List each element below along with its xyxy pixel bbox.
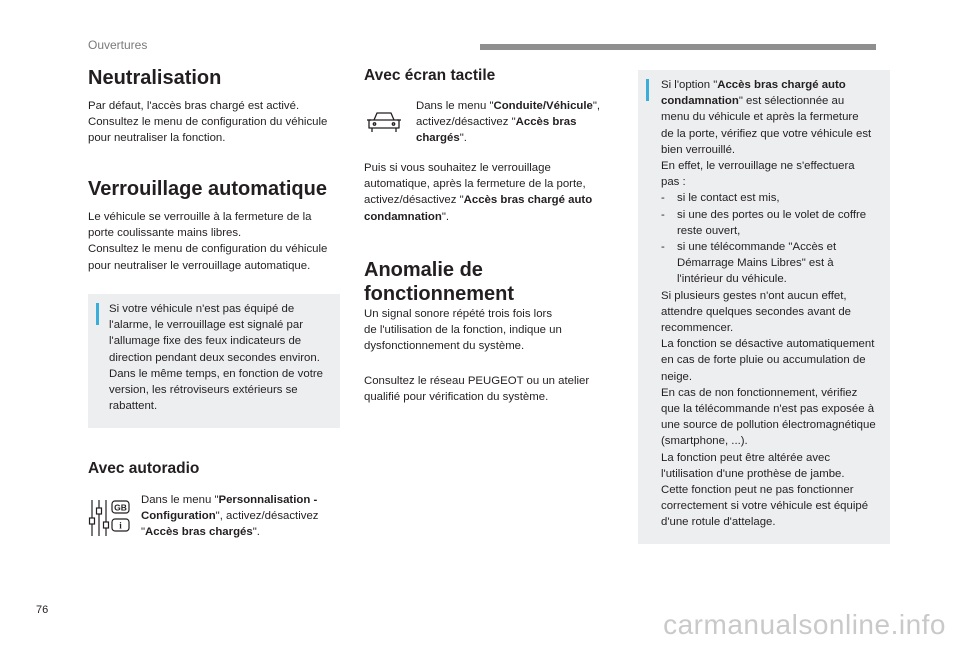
note-text xyxy=(109,301,339,414)
menu-separator: / xyxy=(542,100,547,112)
text-run: Si l'option " xyxy=(661,79,718,91)
icon-label-info: i xyxy=(119,520,122,531)
text-line: Le véhicule se verrouille à la fermeture de la xyxy=(88,211,312,223)
text-run: activez/désactivez " xyxy=(416,116,516,129)
list-item xyxy=(661,190,889,206)
text-line: dysfonctionnement du système. xyxy=(364,340,525,353)
title-autoradio: Avec autoradio xyxy=(88,460,200,477)
text-line: d'une rotule d'attelage. xyxy=(661,516,776,529)
text-line: neige. xyxy=(661,370,693,383)
text-line: Consultez le réseau PEUGEOT ou un atelier xyxy=(364,375,590,387)
text-line: Consultez le menu de configuration du véhicule xyxy=(88,116,328,129)
list-text: si une des portes ou le volet de coffre xyxy=(677,208,867,221)
text-run: Dans le menu " xyxy=(141,494,219,506)
list-text: reste ouvert, xyxy=(677,224,741,237)
text-line: une source de pollution électromagnétique xyxy=(661,419,876,432)
header-bar xyxy=(480,44,876,50)
autoradio-instructions xyxy=(141,492,351,541)
text-run: activez/désactivez " xyxy=(364,194,464,207)
text-line: version, les rétroviseurs extérieurs se xyxy=(109,384,298,397)
section-label: Ouvertures xyxy=(88,38,148,52)
text-line: pour neutraliser le verrouillage automatique. xyxy=(88,259,311,272)
verrouillage-body xyxy=(88,209,350,274)
list-item xyxy=(661,239,889,288)
text-line: Dans le même temps, en fonction de votre xyxy=(109,367,323,380)
option-name: Accès bras chargés xyxy=(145,526,253,539)
page-number: 76 xyxy=(36,604,49,616)
icon-label-gb: GB xyxy=(114,502,127,513)
anomalie-paragraph-1 xyxy=(364,306,624,355)
list-dash: - xyxy=(661,241,665,254)
text-run: ". xyxy=(459,132,467,145)
list-dash: - xyxy=(661,192,665,205)
text-run: Dans le menu " xyxy=(416,100,494,112)
list-text: Démarrage Mains Libres" est à xyxy=(677,257,834,270)
info-bar-icon xyxy=(646,79,649,101)
text-line: en cas de forte pluie ou accumulation de xyxy=(661,354,866,367)
car-menu-icon xyxy=(366,110,402,134)
title-anomalie xyxy=(364,258,514,306)
text-run: ", xyxy=(592,100,601,112)
text-run: " est sélectionnée au xyxy=(738,95,845,108)
text-line: pour neutraliser la fonction. xyxy=(88,132,226,145)
text-line: La fonction se désactive automatiquement xyxy=(661,338,875,351)
info-note-alarm xyxy=(88,294,340,428)
neutralisation-body xyxy=(88,98,348,147)
list-text: l'intérieur du véhicule. xyxy=(677,273,787,286)
text-line: bien verrouillé. xyxy=(661,143,736,156)
text-line: Un signal sonore répété trois fois lors xyxy=(364,308,553,320)
text-line: l'alarme, le verrouillage est signalé par xyxy=(109,319,304,332)
puis-paragraph xyxy=(364,160,624,225)
text-line: Consultez le menu de configuration du véhicule xyxy=(88,243,328,256)
title-verrouillage: Verrouillage automatique xyxy=(88,178,327,200)
text-line: Cette fonction peut ne pas fonctionner xyxy=(661,484,854,497)
text-line: l'allumage fixe des feux indicateurs de xyxy=(109,335,302,348)
watermark: carmanualsonline.info xyxy=(663,609,946,640)
text-line: direction pendant deux secondes environ. xyxy=(109,351,320,364)
text-line: menu du véhicule et après la fermeture xyxy=(661,111,859,124)
text-line: En cas de non fonctionnement, vérifiez xyxy=(661,386,858,399)
text-line: correctement si votre véhicule est équipé xyxy=(661,500,869,513)
option-name: condamnation xyxy=(661,95,739,108)
text-line: Puis si vous souhaitez le verrouillage xyxy=(364,162,551,174)
text-run: " xyxy=(141,526,146,539)
menu-name: Configuration xyxy=(141,510,216,523)
title-neutralisation: Neutralisation xyxy=(88,67,222,89)
text-line: Si plusieurs gestes n'ont aucun effet, xyxy=(661,289,847,302)
option-name: Accès bras chargé auto xyxy=(717,79,846,91)
list-text: si le contact est mis, xyxy=(677,192,780,205)
text-line: de la porte, vérifiez que votre véhicule est xyxy=(661,127,872,140)
note-text xyxy=(661,77,889,531)
ecran-instructions xyxy=(416,98,626,147)
text-line: Par défaut, l'accès bras chargé est activé. xyxy=(88,100,300,112)
text-line: l'utilisation d'une prothèse de jambe. xyxy=(661,467,845,480)
text-line: que la télécommande n'est pas exposée à xyxy=(661,403,875,416)
option-name: Accès bras xyxy=(515,116,577,129)
audio-settings-icon xyxy=(88,498,132,538)
option-name: chargés xyxy=(416,132,460,145)
text-line: En effet, le verrouillage ne s'effectuera xyxy=(661,160,855,173)
title-line: Anomalie de xyxy=(364,259,483,281)
menu-name: Conduite xyxy=(493,100,543,112)
text-line: recommencer. xyxy=(661,322,734,335)
menu-name: Véhicule xyxy=(546,100,593,112)
text-line: La fonction peut être altérée avec xyxy=(661,451,831,464)
text-run: ". xyxy=(252,526,260,539)
text-line: porte coulissante mains libres. xyxy=(88,227,242,240)
option-name: Accès bras chargé auto xyxy=(463,194,593,207)
text-line: automatique, après la fermeture de la porte, xyxy=(364,178,586,191)
title-line: fonctionnement xyxy=(364,283,514,305)
info-note-condamnation xyxy=(638,70,890,544)
anomalie-paragraph-2 xyxy=(364,373,624,405)
info-bar-icon xyxy=(96,303,99,325)
text-line: rabattent. xyxy=(109,400,158,413)
list-dash: - xyxy=(661,208,665,221)
text-line: Si votre véhicule n'est pas équipé de xyxy=(109,303,295,315)
text-line: pas : xyxy=(661,176,686,189)
text-line: attendre quelques secondes avant de xyxy=(661,305,851,318)
text-line: qualifié pour vérification du système. xyxy=(364,391,549,404)
list-text: si une télécommande "Accès et xyxy=(677,241,837,254)
menu-name: Personnalisation - xyxy=(218,494,318,506)
text-run: ". xyxy=(441,210,450,223)
list-item xyxy=(661,207,889,239)
text-line: de l'utilisation de la fonction, indique un xyxy=(364,324,562,337)
title-ecran-tactile: Avec écran tactile xyxy=(364,67,496,84)
text-run: ", activez/désactivez xyxy=(215,510,319,523)
text-line: (smartphone, ...). xyxy=(661,435,748,448)
option-name: condamnation xyxy=(364,210,442,223)
